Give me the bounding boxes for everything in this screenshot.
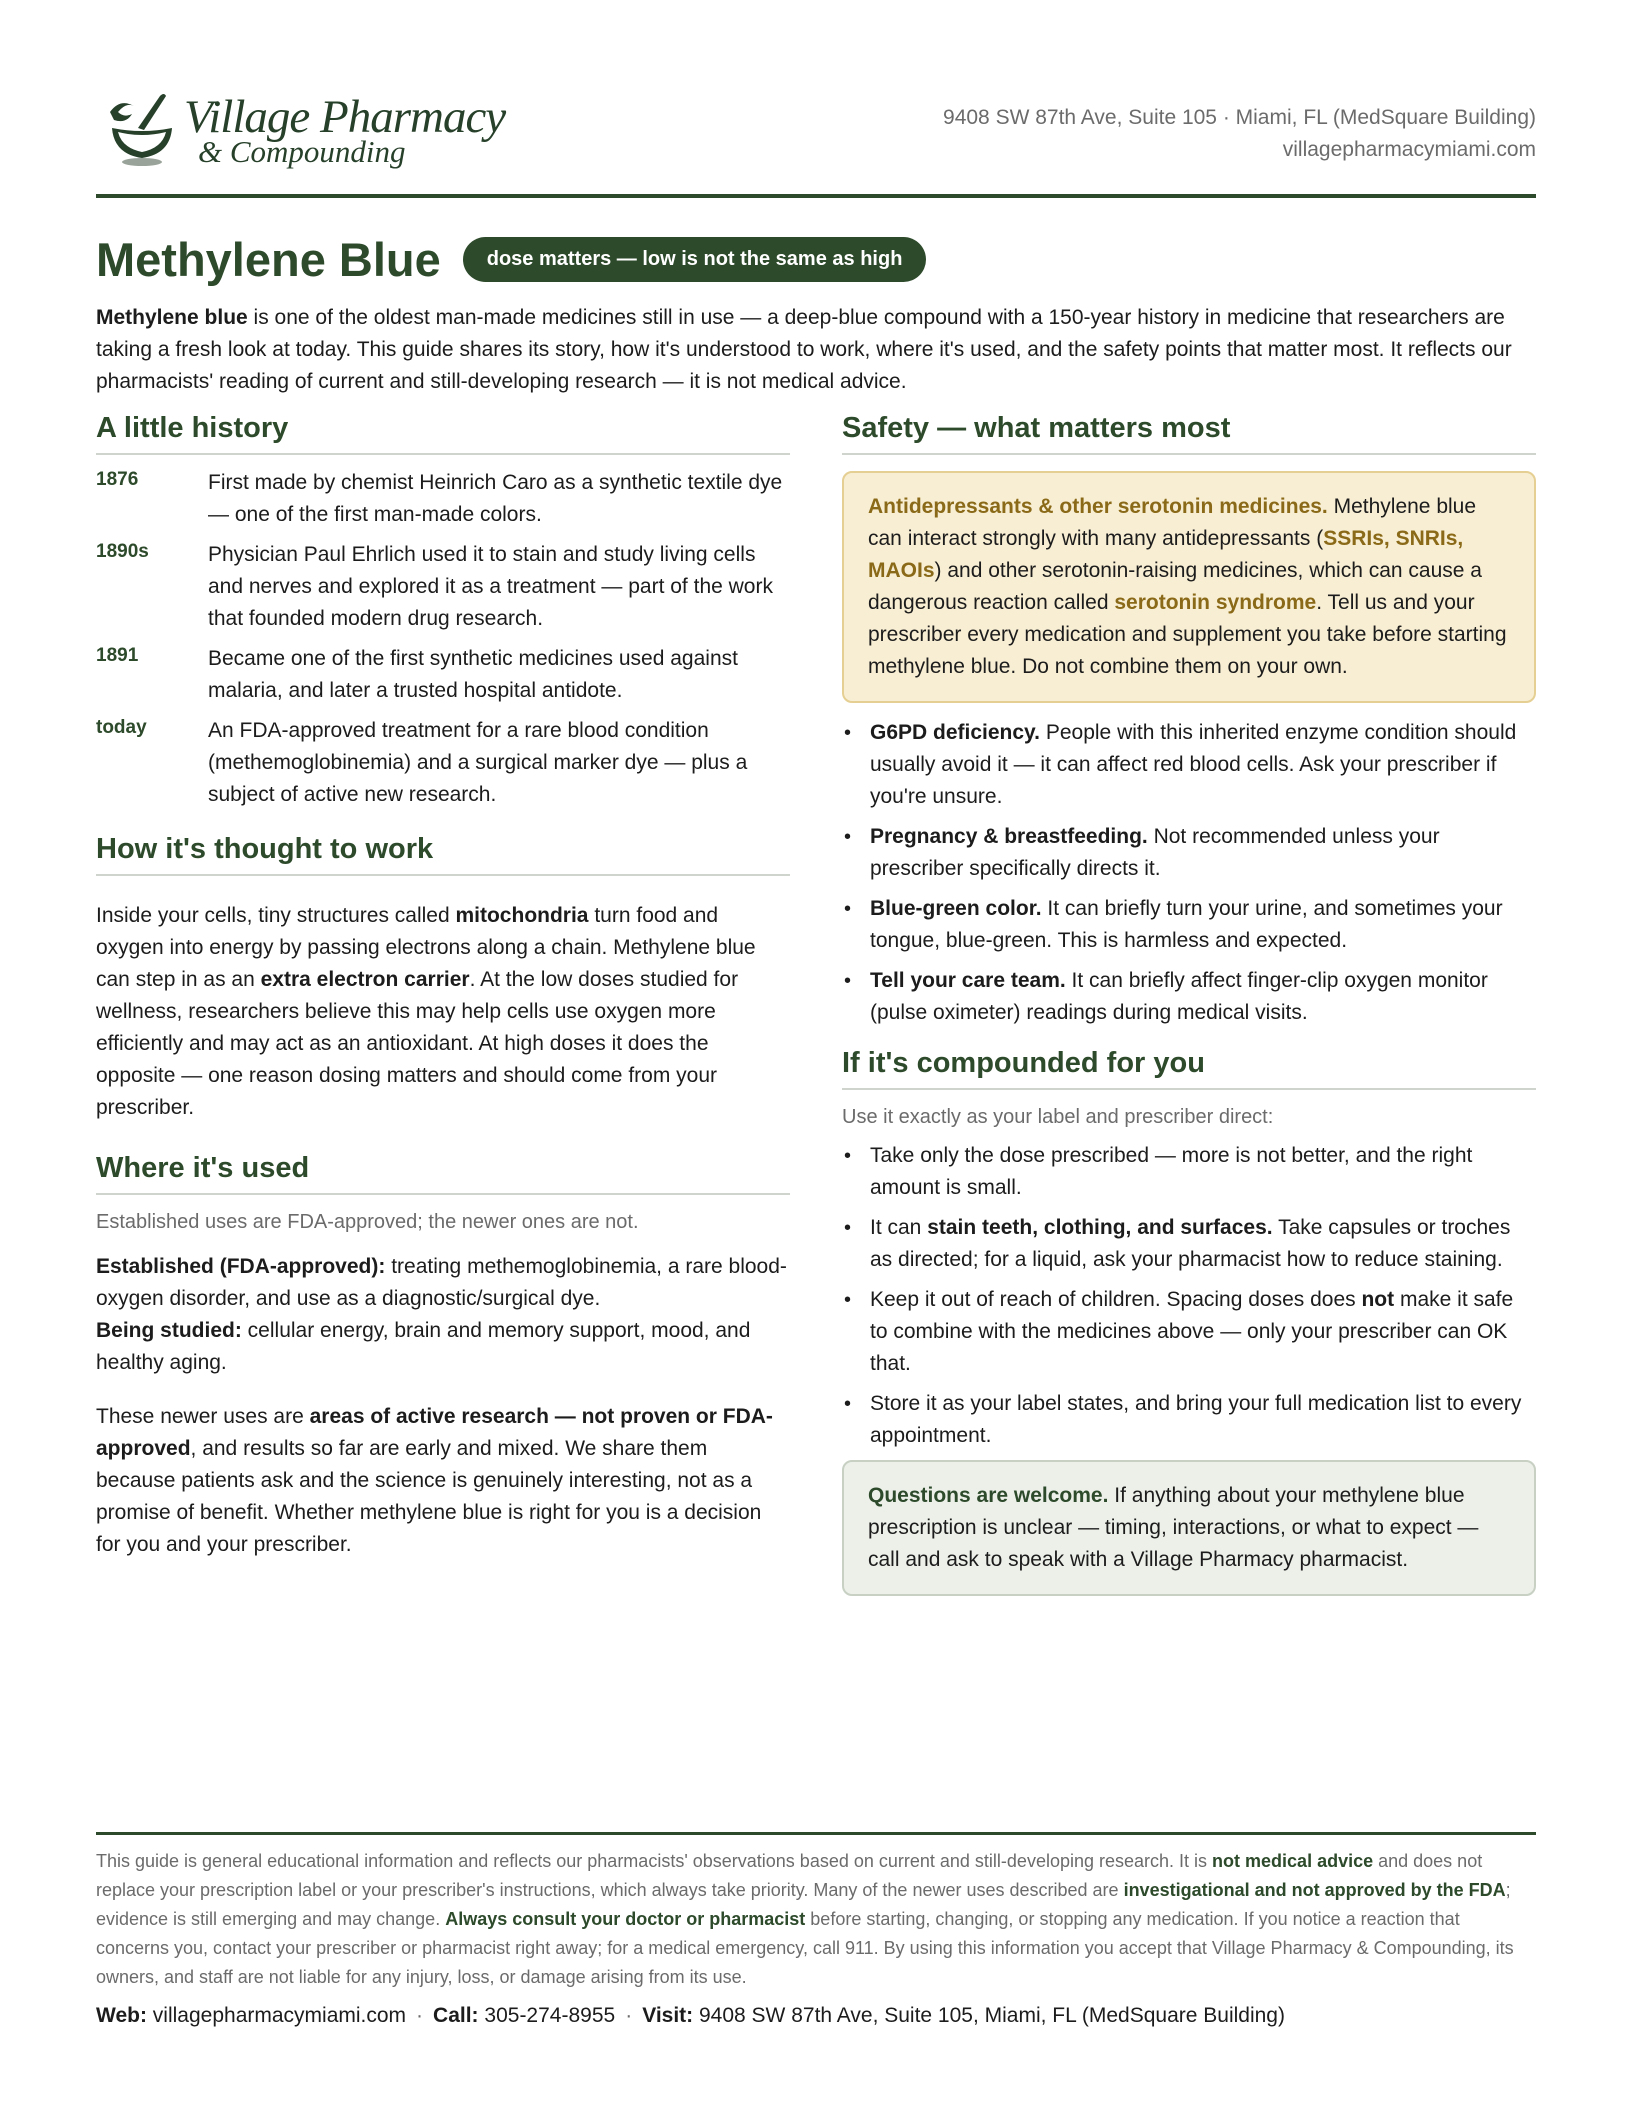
established-text: treating methemoglobinemia, a rare blood-oxygen disorder, and use as a diagnostic/surgical dye. xyxy=(96,1255,787,1310)
dose-badge: dose matters — low is not the same as high xyxy=(463,237,927,282)
questions-text: If anything about your methylene blue prescription is unclear — timing, interactions, or what to expect — call and ask to speak with a Village Pharmacy pharmacist. xyxy=(868,1484,1479,1571)
intro-text: is one of the oldest man-made medicines still in use — a deep-blue compound with a 150-year history in medicine that researchers are taking a fresh look at today. This guide shares its story, how it's understood to work, where it's used, and the safety points that matter most. It reflects our pharmacists' reading of current and still-developing research — it is not medical advice. xyxy=(96,306,1512,393)
item-label: Tell your care team. xyxy=(870,969,1066,992)
how-text: turn food and oxygen into energy by passing electrons along a chain. Methylene blue can step in as an xyxy=(96,904,756,991)
research-text: , and results so far are early and mixed. We share them because patients ask and the science is genuinely interesting, not as a promise of benefit. Whether methylene blue is right for you is a decision for you and your prescriber. xyxy=(96,1437,762,1556)
how-bold: extra electron carrier xyxy=(260,968,470,991)
item-bold: stain teeth, clothing, and surfaces. xyxy=(927,1216,1273,1239)
timeline-item xyxy=(96,467,790,531)
item-text: Not recommended unless your prescriber specifically directs it. xyxy=(870,825,1440,880)
list-item xyxy=(842,1140,1536,1204)
list-item xyxy=(842,717,1536,813)
history-timeline xyxy=(96,467,790,811)
title-row xyxy=(96,226,926,292)
questions-title: Questions are welcome. xyxy=(868,1484,1109,1507)
research-text: These newer uses are xyxy=(96,1405,310,1428)
established-label: Established (FDA-approved): xyxy=(96,1255,386,1278)
compounded-heading: If it's compounded for you xyxy=(842,1047,1536,1090)
how-text: Inside your cells, tiny structures called xyxy=(96,904,456,927)
compounded-list xyxy=(842,1140,1536,1452)
list-item xyxy=(842,965,1536,1029)
mortar-pestle-icon xyxy=(102,88,182,168)
intro-paragraph xyxy=(96,302,1536,398)
visit-label: Visit: xyxy=(642,2004,694,2027)
intro-bold: Methylene blue xyxy=(96,306,248,329)
list-item xyxy=(842,1284,1536,1380)
warning-text: Methylene blue can interact strongly with many antidepressants ( xyxy=(868,495,1477,550)
list-item xyxy=(842,1212,1536,1276)
footer xyxy=(96,1832,1536,2028)
serotonin-warning-box xyxy=(842,471,1536,703)
timeline-year: today xyxy=(96,717,147,738)
questions-box xyxy=(842,1460,1536,1596)
warning-title: Antidepressants & other serotonin medicines. xyxy=(868,495,1328,518)
compounded-note: Use it exactly as your label and prescriber direct: xyxy=(842,1106,1274,1128)
item-text: People with this inherited enzyme condition should usually avoid it — it can affect red blood cells. Ask your prescriber if you're unsure. xyxy=(870,721,1517,808)
disclaimer-bold: not medical advice xyxy=(1212,1851,1374,1871)
where-heading: Where it's used xyxy=(96,1152,790,1195)
call-label: Call: xyxy=(433,2004,479,2027)
item-text: Store it as your label states, and bring your full medication list to every appointment. xyxy=(870,1392,1522,1447)
warning-text: . Tell us and your prescriber every medication and supplement you take before starting methylene blue. Do not combine them on your own. xyxy=(868,591,1507,678)
list-item xyxy=(842,821,1536,885)
page-title: Methylene Blue xyxy=(96,232,441,286)
timeline-item xyxy=(96,539,790,635)
item-text: Take capsules or troches as directed; for a liquid, ask your pharmacist how to reduce staining. xyxy=(870,1216,1511,1271)
how-text: . At the low doses studied for wellness, researchers believe this may help cells use oxygen more efficiently and may act as an antioxidant. At high doses it does the opposite — one reason dosing matters and should come from your prescriber. xyxy=(96,968,739,1119)
safety-heading: Safety — what matters most xyxy=(842,412,1536,455)
timeline-text: An FDA-approved treatment for a rare blood condition (methemoglobinemia) and a surgical marker dye — plus a subject of active new research. xyxy=(208,719,748,806)
right-column xyxy=(842,412,1536,1596)
contact-line xyxy=(96,2004,1536,2028)
timeline-item xyxy=(96,643,790,707)
disclaimer-bold: Always consult your doctor or pharmacist xyxy=(445,1909,806,1929)
pharmacy-logo[interactable] xyxy=(102,86,506,170)
header xyxy=(96,80,1536,198)
web-link[interactable]: villagepharmacymiami.com xyxy=(152,2004,407,2027)
how-paragraph xyxy=(96,900,790,1124)
studied-text: cellular energy, brain and memory support, mood, and healthy aging. xyxy=(96,1319,751,1374)
where-uses-paragraph xyxy=(96,1251,790,1379)
research-paragraph xyxy=(96,1401,790,1561)
disclaimer-text: and does not replace your prescription label or your prescriber's instructions, which always take priority. Many of the newer uses described are xyxy=(96,1851,1483,1900)
item-label: G6PD deficiency. xyxy=(870,721,1041,744)
timeline-year: 1876 xyxy=(96,469,139,490)
warning-text: ) and other serotonin-raising medicines, which can cause a dangerous reaction called xyxy=(868,559,1482,614)
timeline-year: 1890s xyxy=(96,541,149,562)
phone-link[interactable]: 305-274-8955 xyxy=(484,2004,616,2027)
separator: · xyxy=(625,2004,633,2027)
how-bold: mitochondria xyxy=(455,904,589,927)
research-bold: areas of active research — not proven or FDA-approved xyxy=(96,1405,773,1460)
item-text: Keep it out of reach of children. Spacing doses does xyxy=(870,1288,1362,1311)
where-note: Established uses are FDA-approved; the newer ones are not. xyxy=(96,1211,639,1233)
visit-address: 9408 SW 87th Ave, Suite 105, Miami, FL (MedSquare Building) xyxy=(699,2004,1285,2027)
item-text: It can briefly affect finger-clip oxygen monitor (pulse oximeter) readings during medical visits. xyxy=(870,969,1488,1024)
list-item xyxy=(842,893,1536,957)
item-text: make it safe to combine with the medicines above — only your prescriber can OK that. xyxy=(870,1288,1514,1375)
web-label: Web: xyxy=(96,2004,147,2027)
safety-list xyxy=(842,717,1536,1029)
brand-name: Village Pharmacy xyxy=(184,91,506,143)
disclaimer-text: This guide is general educational information and reflects our pharmacists' observations based on current and still-developing research. It is xyxy=(96,1851,1213,1871)
item-text: It can xyxy=(870,1216,928,1239)
disclaimer-text: before starting, changing, or stopping any medication. If you notice a reaction that concerns you, contact your prescriber or pharmacist right away; for a medical emergency, call 911. By using this information you accept that Village Pharmacy & Compounding, its owners, and staff are not liable for any injury, loss, or damage arising from its use. xyxy=(96,1909,1514,1987)
brand-subname: & Compounding xyxy=(198,134,406,169)
header-contact xyxy=(943,102,1536,166)
warning-bold: SSRIs, SNRIs, MAOIs xyxy=(868,527,1464,582)
timeline-text: First made by chemist Heinrich Caro as a synthetic textile dye — one of the first man-made colors. xyxy=(208,471,783,526)
left-column xyxy=(96,412,790,1561)
header-address: 9408 SW 87th Ave, Suite 105 · Miami, FL (MedSquare Building) xyxy=(943,106,1536,129)
timeline-item xyxy=(96,715,790,811)
separator: · xyxy=(416,2004,424,2027)
header-website[interactable]: villagepharmacymiami.com xyxy=(1282,138,1536,161)
timeline-text: Became one of the first synthetic medicines used against malaria, and later a trusted hospital antidote. xyxy=(208,647,738,702)
item-bold: not xyxy=(1361,1288,1395,1311)
history-heading: A little history xyxy=(96,412,790,455)
studied-label: Being studied: xyxy=(96,1319,242,1342)
item-label: Blue-green color. xyxy=(870,897,1042,920)
disclaimer-text: ; evidence is still emerging and may change. xyxy=(96,1880,1511,1929)
item-text: Take only the dose prescribed — more is not better, and the right amount is small. xyxy=(870,1144,1473,1199)
list-item xyxy=(842,1388,1536,1452)
timeline-year: 1891 xyxy=(96,645,139,666)
disclaimer-bold: investigational and not approved by the FDA xyxy=(1123,1880,1506,1900)
item-text: It can briefly turn your urine, and sometimes your tongue, blue-green. This is harmless and expected. xyxy=(870,897,1503,952)
disclaimer xyxy=(96,1847,1536,1992)
warning-bold: serotonin syndrome xyxy=(1114,591,1317,614)
timeline-text: Physician Paul Ehrlich used it to stain and study living cells and nerves and explored it as a treatment — part of the work that founded modern drug research. xyxy=(208,543,773,630)
item-label: Pregnancy & breastfeeding. xyxy=(870,825,1148,848)
how-heading: How it's thought to work xyxy=(96,833,790,876)
